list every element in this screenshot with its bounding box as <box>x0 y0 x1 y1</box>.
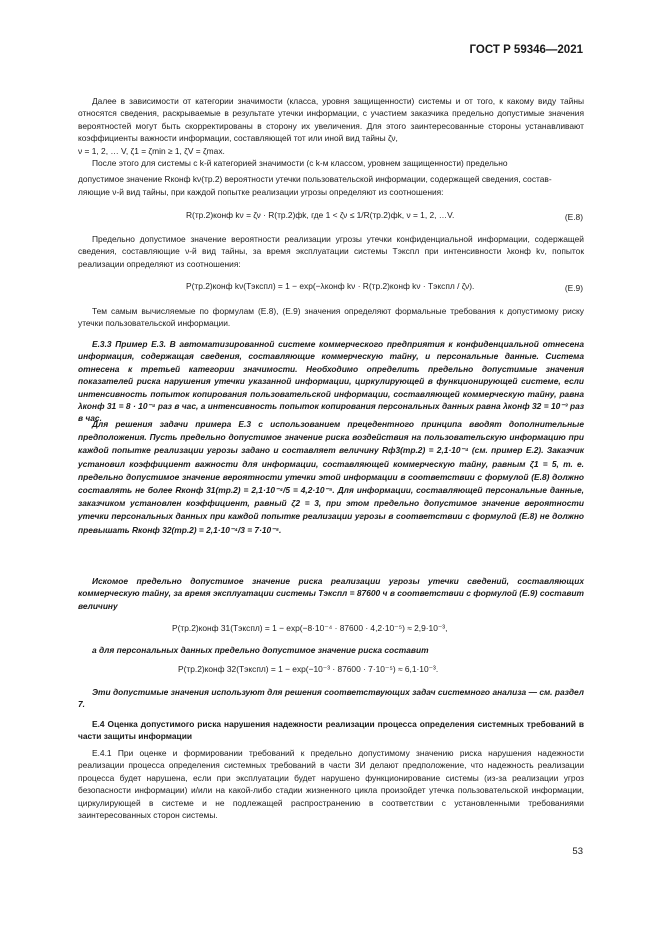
paragraph-categories: Далее в зависимости от категории значимости (класса, уровня защищенности) системы и от того, к какому виду тайны относятся сведения, раскрываемые в результате утечки информации, с участием заказчика предельно допустимые значения вероятностей могут быть скорректированы в сторону их увеличения. Для этого заинтересованные стороны устанавливают коэффициенты важности информации, составляющей тот или иной вид тайны ζν, <box>78 96 584 144</box>
section-e4-heading <box>78 718 584 743</box>
section-e4-title: Е.4 Оценка допустимого риска нарушения надежности реализации процесса определения системных требований в части защиты информации <box>78 719 584 742</box>
r-inline-symbol: Rконф kν(тр.2) <box>164 174 223 185</box>
standard-header: ГОСТ Р 59346—2021 <box>469 44 583 56</box>
mid-before: допустимое значение <box>78 174 163 185</box>
example-e3-assumptions: Для решения задачи примера Е.3 с использованием прецедентного принципа вводят дополнительные предположения. Пусть предельно допустимое значение риска воздействия на пользовательскую информацию при каждой попытке реализации угрозы задано и составляет величину Rф3(тр.2) = 2,1·10⁻⁴ (см. пример Е.2). Заказчик установил коэффициент важности для информации, составляющей коммерческую тайну, равным ζ1 = 5, т. е. предельно допустимое значение вероятности утечки этой информации в соответствии с формулой (Е.8) должно составлять не более Rконф 31(тр.2) = 2,1·10⁻⁴/5 = 4,2·10⁻⁵. Для информации, составляющей персональные данные, заказчиком установлен коэффициент, равный ζ2 = 3, при этом предельно допустимое значение вероятности утечки персональных данных при каждой попытке реализации угрозы в соответствии с формулой (Е.8) не должно превышать Rконф 32(тр.2) = 2,1·10⁻⁴/3 = 7·10⁻⁵. <box>78 419 584 535</box>
example-e3-statement <box>78 338 584 425</box>
example-e3-risk-intro <box>78 575 584 612</box>
text-block-e9-intro <box>78 233 584 270</box>
example-e3-personal-text: а для персональных данных предельно допустимое значение риска составит <box>92 645 429 655</box>
paragraph-system-k: После этого для системы с k-й категорией значимости (с k-м классом, уровнем защищенности) предельно <box>92 158 508 169</box>
paragraph-threat-probability: Предельно допустимое значение вероятности реализации угрозы утечки конфиденциальной информации, содержащей сведения, составляющие ν-й вид тайны, за время эксплуатации системы Тэкспл при интенсивности λконф kν, попыток реализации определяют из соотношения: <box>78 234 584 269</box>
formula-e9-number: (Е.9) <box>564 283 583 293</box>
formula-e8: R(тр.2)конф kν = ζν · R(тр.2)фk, где 1 < ζν ≤ 1/R(тр.2)фk, ν = 1, 2, …V. <box>186 210 455 220</box>
example-e3-closing <box>78 686 584 711</box>
paragraph-system-k-mid <box>78 173 584 185</box>
formula-calc-personal: P(тр.2)конф 32(Тэкспл) = 1 − exp(−10⁻³ · 87600 · 7·10⁻⁵) ≈ 6,1·10⁻³. <box>178 664 439 674</box>
example-e3-personal-intro <box>78 644 584 656</box>
paragraph-categories-tail: ν = 1, 2, … V, ζ1 = ζmin ≥ 1, ζV = ζmax. <box>78 145 225 156</box>
paragraph-formal-requirements: Тем самым вычисляемые по формулам (Е.8), (Е.9) значения определяют формальные требования к допустимому риску утечки пользовательской информации. <box>78 306 584 329</box>
formula-e9: P(тр.2)конф kν(Тэкспл) = 1 − exp(−λконф kν · R(тр.2)конф kν · Тэкспл / ζν). <box>186 281 475 291</box>
example-e3-risk-text: Искомое предельно допустимое значение риска реализации угрозы утечки сведений, составляющих коммерческую тайну, за время эксплуатации системы Тэкспл = 87600 ч в соответствии с формулой (Е.9) составит величину <box>78 576 584 611</box>
example-e3-text: Е.3.3 Пример Е.3. В автоматизированной системе коммерческого предприятия к конфиденциальной отнесена информация, содержащая сведения, составляющие коммерческую тайну, и персональные данные. Система отнесена к третьей категории значимости. Необходимо определить предельно допустимые значения показателей риска нарушения утечки указанной информации, циркулирующей в функционирующей системе, если интенсивность попыток копирования пользовательской информации, составляющей коммерческую тайну, равна λконф 31 = 8 · 10⁻⁴ раз в час, а интенсивность попыток копирования персональных данных равна λконф 32 = 10⁻³ раз в час. <box>78 339 584 424</box>
formula-e8-number: (Е.8) <box>564 212 583 222</box>
section-e4-1 <box>78 747 584 821</box>
example-e3-closing-text: Эти допустимые значения используют для решения соответствующих задач системного анализа — см. раздел 7. <box>78 687 584 710</box>
example-e3-solution <box>78 418 584 537</box>
paragraph-e4-1: Е.4.1 При оценке и формировании требований к предельно допустимому значению риска нарушения надежности реализации процесса определения системных требований в части ЗИ делают предположение, что надежность реализации процесса будет нарушена, если при эксплуатации будет нарушено функционирование системы (из-за реализации угроз безопасности информации) и/или на какой-либо стадии жизненного цикла произойдет утечка пользовательской информации, циркулирующей в системе и не подлежащей распространению в соответствии с установленными требованиями заинтересованных сторон системы. <box>78 748 584 821</box>
formula-calc-commercial: P(тр.2)конф 31(Тэкспл) = 1 − exp(−8·10⁻⁴ · 87600 · 4,2·10⁻⁵) ≈ 2,9·10⁻³, <box>172 623 448 633</box>
page-number: 53 <box>572 846 583 857</box>
mid-after: вероятности утечки пользовательской информации, содержащей сведения, состав- <box>224 174 552 185</box>
text-block-conclusion <box>78 305 584 330</box>
paragraph-system-k-end: ляющие ν-й вид тайны, при каждой попытке реализации угрозы определяют из соотношения: <box>78 186 444 197</box>
text-block-intro <box>78 95 584 198</box>
